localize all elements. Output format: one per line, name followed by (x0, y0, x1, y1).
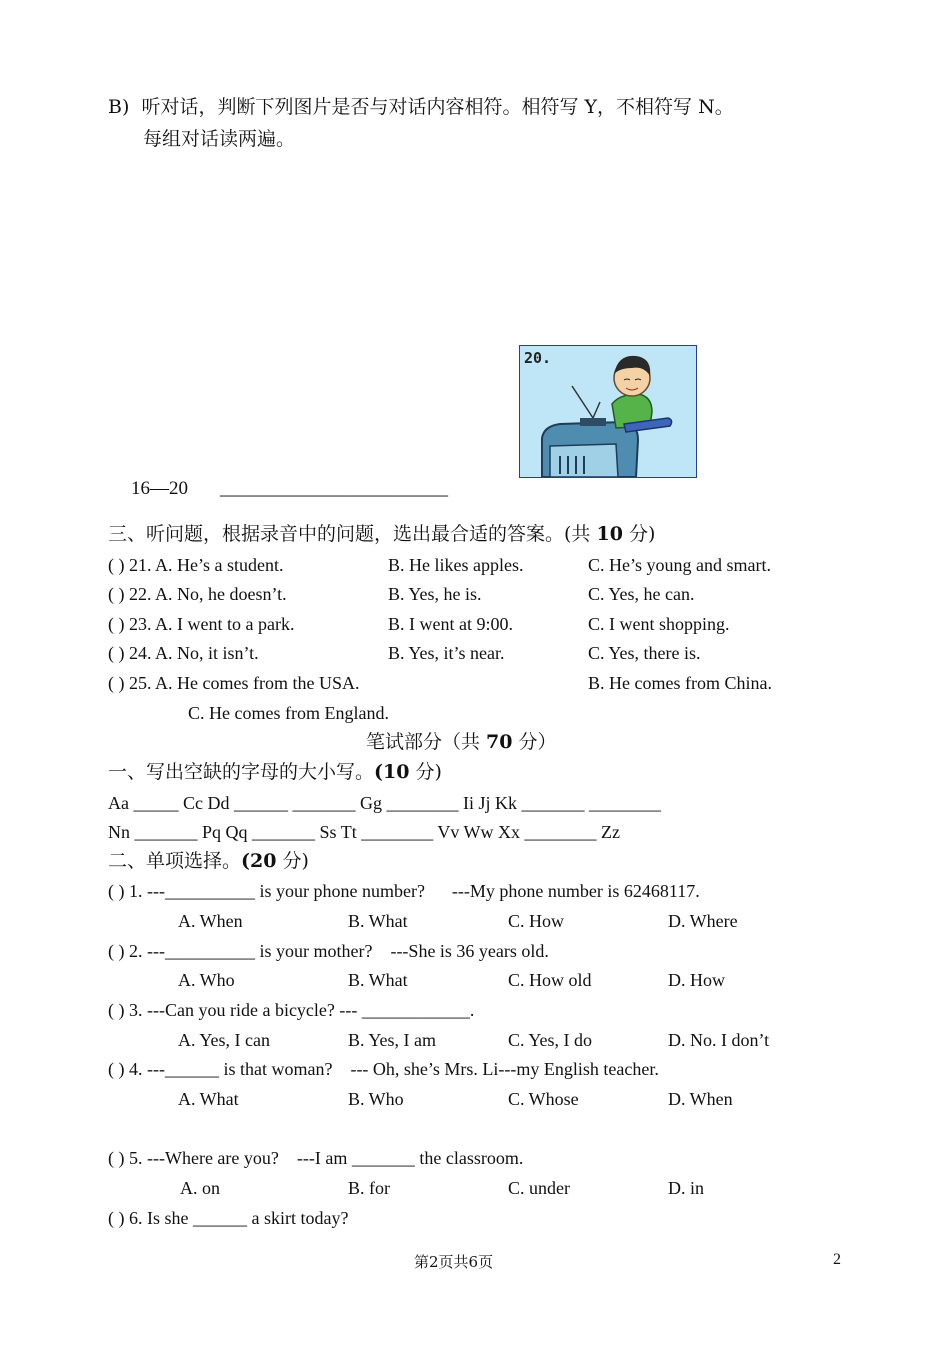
part3-heading: 三、听问题，根据录音中的问题，选出最合适的答案。(共 10 分) (108, 523, 656, 545)
mc-q4-option-d: D. When (668, 1089, 733, 1109)
question-24: ( ) 24. A. No, it isn’t. (108, 643, 259, 663)
mc-q4-option-c: C. Whose (508, 1089, 579, 1109)
mc-q1-option-a: A. When (178, 911, 243, 931)
question-23-option-b: B. I went at 9:00. (388, 614, 513, 634)
mc-q5-option-a: A. on (180, 1178, 220, 1198)
page-number: 2 (833, 1251, 841, 1268)
question-22-option-b: B. Yes, he is. (388, 584, 482, 604)
question-23: ( ) 23. A. I went to a park. (108, 614, 295, 634)
mc-question-2: ( ) 2. ---__________ is your mother? ---She is 36 years old. (108, 941, 549, 961)
mc-q2-option-b: B. What (348, 970, 408, 990)
mc-q1-option-d: D. Where (668, 911, 738, 931)
mc-q1-option-c: C. How (508, 911, 565, 931)
question-25-option-b: B. He comes from China. (588, 673, 772, 693)
mc-question-4: ( ) 4. ---______ is that woman? --- Oh, she’s Mrs. Li---my English teacher. (108, 1059, 659, 1079)
mc-q3-option-b: B. Yes, I am (348, 1030, 437, 1050)
part2-heading: 二、单项选择。(20 分) (108, 850, 309, 872)
mc-question-6: ( ) 6. Is she ______ a skirt today? (108, 1208, 349, 1228)
part1-heading: 一、写出空缺的字母的大小写。(10 分) (108, 761, 442, 783)
answer-label: 16—20 (131, 478, 188, 499)
mc-q4-option-b: B. Who (348, 1089, 404, 1109)
question-25-option-c: C. He comes from England. (188, 703, 389, 723)
answer-blank[interactable]: ________________________ (220, 478, 448, 499)
mc-q5-option-c: C. under (508, 1178, 570, 1198)
tv-boy-picture (519, 345, 697, 478)
mc-q5-option-d: D. in (668, 1178, 704, 1198)
section-b-instruction: B) 听对话，判断下列图片是否与对话内容相符。相符写 Y，不相符写 N。 (108, 96, 734, 118)
mc-q1-option-b: B. What (348, 911, 408, 931)
mc-q2-option-d: D. How (668, 970, 725, 990)
picture-number: 20. (524, 349, 552, 367)
mc-q2-option-c: C. How old (508, 970, 592, 990)
question-23-option-c: C. I went shopping. (588, 614, 730, 634)
mc-q3-option-c: C. Yes, I do (508, 1030, 593, 1050)
question-24-option-c: C. Yes, there is. (588, 643, 701, 663)
question-21-option-b: B. He likes apples. (388, 555, 524, 575)
section-b-instruction-cont: 每组对话读两遍。 (143, 128, 296, 150)
mc-q2-option-a: A. Who (178, 970, 235, 990)
question-21-option-c: C. He’s young and smart. (588, 555, 771, 575)
mc-question-3: ( ) 3. ---Can you ride a bicycle? --- ____________. (108, 1000, 475, 1020)
mc-question-5: ( ) 5. ---Where are you? ---I am _______ the classroom. (108, 1148, 524, 1168)
mc-q5-option-b: B. for (348, 1178, 390, 1198)
question-22: ( ) 22. A. No, he doesn’t. (108, 584, 287, 604)
question-21: ( ) 21. A. He’s a student. (108, 555, 284, 575)
question-22-option-c: C. Yes, he can. (588, 584, 695, 604)
question-25: ( ) 25. A. He comes from the USA. (108, 673, 360, 693)
mc-q3-option-d: D. No. I don’t (668, 1030, 770, 1050)
page-footer: 第2页共6页 (414, 1253, 494, 1271)
letters-row-1: Aa _____ Cc Dd ______ _______ Gg ________ Ii Jj Kk _______ ________ (108, 793, 661, 813)
question-24-option-b: B. Yes, it’s near. (388, 643, 505, 663)
written-section-title: 笔试部分（共 70 分） (366, 731, 557, 753)
mc-q4-option-a: A. What (178, 1089, 239, 1109)
mc-question-1: ( ) 1. ---__________ is your phone number? ---My phone number is 62468117. (108, 881, 700, 901)
mc-q3-option-a: A. Yes, I can (178, 1030, 270, 1050)
letters-row-2: Nn _______ Pq Qq _______ Ss Tt ________ Vv Ww Xx ________ Zz (108, 822, 621, 842)
